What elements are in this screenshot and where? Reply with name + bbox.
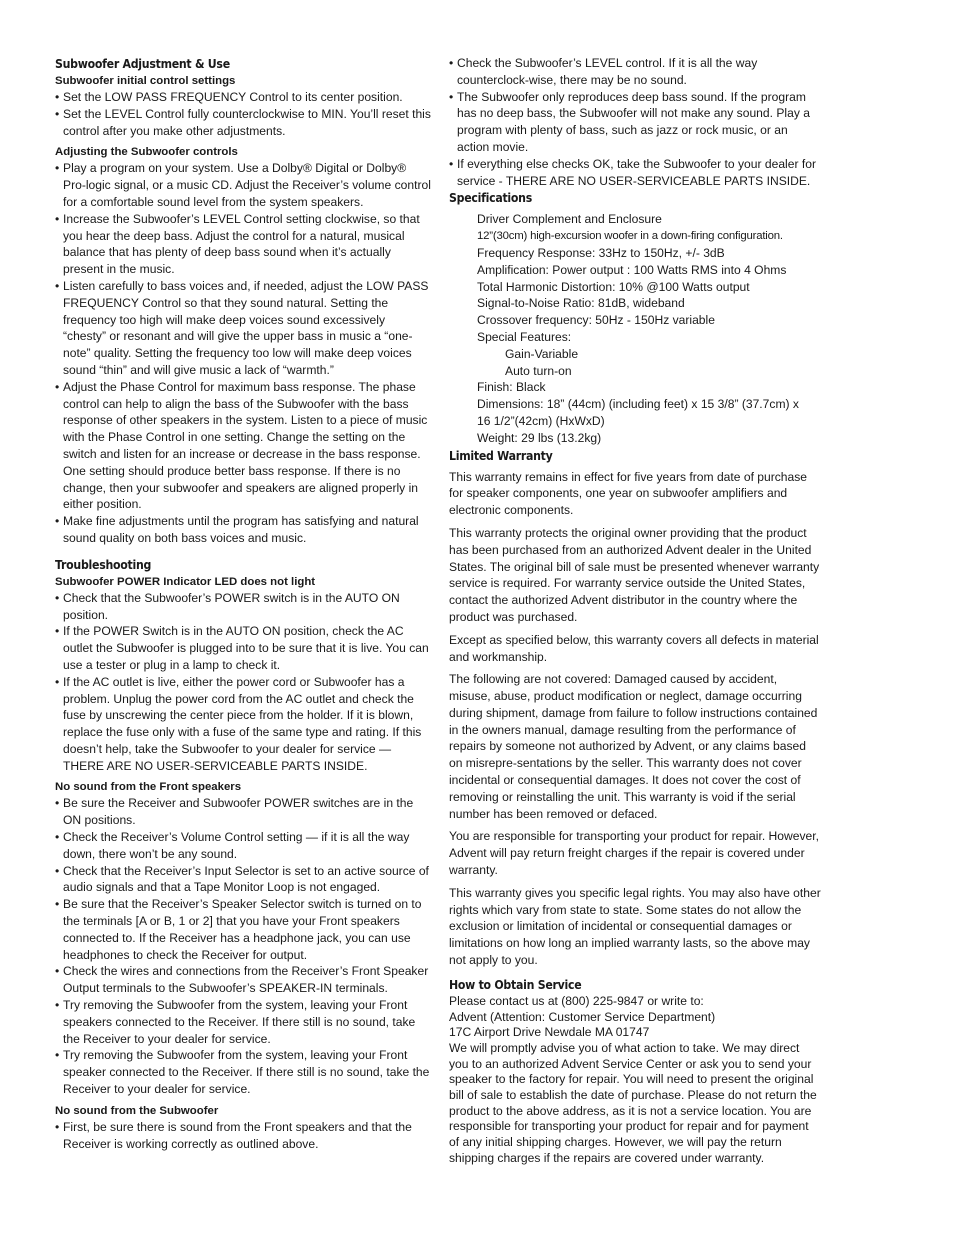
service-block xyxy=(449,994,821,1167)
list-item: • If the POWER Switch is in the AUTO ON position, check the AC outlet the Subwoofer is plugged into to be sure that it is live. You can use a tester or plug in a lamp to check it. xyxy=(55,623,431,673)
warranty-paragraph: This warranty gives you specific legal rights. You may also have other rights which vary from state to state. Some states do not allow the exclusion or limitation of incidental or consequential damages or limitations on how long an implied warranty lasts, so the above may not apply to you. xyxy=(449,885,821,968)
left-column xyxy=(55,55,431,1152)
power-led-list xyxy=(55,590,431,775)
list-item: • Check the Receiver’s Volume Control setting — if it is all the way down, there won’t be any sound. xyxy=(55,829,431,863)
warranty-paragraph: You are responsible for transporting your product for repair. However, Advent will pay return freight charges if the repair is covered under warranty. xyxy=(449,829,819,878)
spec-line: 12”(30cm) high-excursion woofer in a down-firing configuration. xyxy=(477,230,783,243)
list-item: • Adjust the Phase Control for maximum bass response. The phase control can help to align the bass of the Subwoofer with the bass response of other speakers in the system. Listen to a piece of music with the Phase Control in one setting. Change the setting on the switch and listen for an increase or decrease in the bass response. One setting should produce better bass response. If there is no change, then your subwoofer and speakers are aligned properly in either position. xyxy=(55,379,431,513)
list-item: • If everything else checks OK, take the Subwoofer to your dealer for service - THERE ARE NO USER-SERVICEABLE PARTS INSIDE. xyxy=(449,156,821,190)
subwoofer-checks-list xyxy=(449,55,821,189)
spec-feature: Auto turn-on xyxy=(505,363,572,378)
list-item: • If the AC outlet is live, either the power cord or Subwoofer has a problem. Unplug the power cord from the AC outlet and check the fuse by unscrewing the center piece from the holder. If it is blown, replace the fuse only with a fuse of the same type and rating. If this doesn’t help, take the Subwoofer to your dealer for service — THERE ARE NO USER-SERVICEABLE PARTS INSIDE. xyxy=(55,674,431,775)
warranty-paragraph: The following are not covered: Damaged caused by accident, misuse, abuse, product modification or neglect, damage occurring during shipment, damage from failure to follow instructions contained in the owners manual, damage resulting from the performance of repairs by someone not authorized by Advent, or any claims based on misrepre-sentations by the seller. This warranty does not cover incidental or consequential damages. It does not cover the cost of removing or reinstalling the unit. This warranty is void if the serial number has been removed or defaced. xyxy=(449,672,818,821)
section-heading-service: How to Obtain Service xyxy=(449,977,582,992)
spec-line: Driver Complement and Enclosure xyxy=(477,212,662,227)
subheading-adjusting-controls: Adjusting the Subwoofer controls xyxy=(55,146,238,159)
list-item: • Check that the Subwoofer’s POWER switch is in the AUTO ON position. xyxy=(55,590,431,624)
right-column xyxy=(449,55,821,1167)
list-item: • Try removing the Subwoofer from the system, leaving your Front speaker connected to the Receiver. If there still is no sound, take the Receiver to your dealer for service. xyxy=(55,1047,431,1097)
service-line: Advent (Attention: Customer Service Department) xyxy=(449,1009,716,1024)
subheading-initial-settings: Subwoofer initial control settings xyxy=(55,75,236,87)
spec-line: Dimensions: 18” (44cm) (including feet) x 15 3/8” (37.7cm) x xyxy=(477,397,799,412)
initial-settings-list xyxy=(55,89,431,139)
list-item: • Increase the Subwoofer’s LEVEL Control setting clockwise, so that you hear the deep bass. Adjust the control for a natural, musical balance that has plenty of deep bass sound when it’s actually present in the music. xyxy=(55,211,431,278)
spec-line: Special Features: xyxy=(477,329,572,344)
list-item: • Set the LEVEL Control fully counterclockwise to MIN. You’ll reset this control after you make other adjustments. xyxy=(55,106,431,140)
service-line: Please contact us at (800) 225-9847 or write to: xyxy=(449,993,704,1008)
spec-feature: Gain-Variable xyxy=(505,346,579,361)
warranty-paragraph: Except as specified below, this warranty covers all defects in material and workmanship. xyxy=(449,632,819,664)
subheading-no-sound-subwoofer: No sound from the Subwoofer xyxy=(55,1104,219,1117)
subheading-power-led: Subwoofer POWER Indicator LED does not light xyxy=(55,575,316,588)
service-address: 17C Airport Drive Newdale MA 01747 xyxy=(449,1025,650,1040)
no-sound-subwoofer-list xyxy=(55,1119,431,1153)
list-item: • Be sure the Receiver and Subwoofer POWER switches are in the ON positions. xyxy=(55,795,431,829)
spec-line: Finish: Black xyxy=(477,380,546,395)
no-sound-front-list xyxy=(55,795,431,1097)
list-item: • Try removing the Subwoofer from the system, leaving your Front speakers connected to the Receiver. If there still is no sound, take the Receiver to your dealer for service. xyxy=(55,997,431,1047)
service-paragraph: We will promptly advise you of what action to take. We may direct you to an authorized Advent Service Center or ask you to send your speaker to the factory for repair. You will need to present the original bill of sale to establish the date of purchase. Please do not return the product to the above address, as it is not a service location. You are responsible for transporting your product for repair and for payment of any initial shipping charges. However, we will pay the return shipping charges if the repairs are covered under warranty. xyxy=(449,1040,817,1165)
warranty-paragraph: This warranty remains in effect for five years from date of purchase for speaker components, one year on subwoofer amplifiers and electronic components. xyxy=(449,469,808,518)
spec-line: Total Harmonic Distortion: 10% @100 Watts output xyxy=(477,279,750,294)
adjusting-controls-list xyxy=(55,160,431,546)
spec-line: Frequency Response: 33Hz to 150Hz, +/- 3dB xyxy=(477,245,725,260)
list-item: • Set the LOW PASS FREQUENCY Control to its center position. xyxy=(55,89,431,106)
section-heading-warranty: Limited Warranty xyxy=(449,448,553,463)
spec-line: Crossover frequency: 50Hz - 150Hz variable xyxy=(477,313,715,328)
list-item: • Make fine adjustments until the program has satisfying and natural sound quality on both bass voices and music. xyxy=(55,513,431,547)
list-item: • First, be sure there is sound from the Front speakers and that the Receiver is working correctly as outlined above. xyxy=(55,1119,431,1153)
section-heading-adjustment: Subwoofer Adjustment & Use xyxy=(55,57,230,71)
list-item: • Check the Subwoofer’s LEVEL control. If it is all the way counterclock-wise, there may be no sound. xyxy=(449,55,821,89)
subheading-no-sound-front: No sound from the Front speakers xyxy=(55,781,242,794)
spec-line: 16 1/2”(42cm) (HxWxD) xyxy=(477,413,605,428)
section-heading-troubleshooting: Troubleshooting xyxy=(55,557,152,572)
spec-line: Amplification: Power output : 100 Watts RMS into 4 Ohms xyxy=(477,262,787,277)
list-item: • Check the wires and connections from the Receiver’s Front Speaker Output terminals to the Subwoofer’s SPEAKER-IN terminals. xyxy=(55,963,431,997)
spec-line: Signal-to-Noise Ratio: 81dB, wideband xyxy=(477,296,685,311)
warranty-block xyxy=(449,469,821,969)
list-item: • The Subwoofer only reproduces deep bass sound. If the program has no deep bass, the Subwoofer will not make any sound. Play a program with plenty of bass, such as jazz or rock music, or an action movie. xyxy=(449,89,821,156)
list-item: • Play a program on your system. Use a Dolby® Digital or Dolby® Pro-logic signal, or a music CD. Adjust the Receiver’s volume control for a comfortable sound level from the system speakers. xyxy=(55,160,431,210)
list-item: • Check that the Receiver’s Input Selector is set to an active source of audio signals and that a Tape Monitor Loop is not engaged. xyxy=(55,863,431,897)
warranty-paragraph: This warranty protects the original owner providing that the product has been purchased from an authorized Advent dealer in the United States. The original bill of sale must be presented whenever warranty service is required. For warranty service outside the United States, contact the authorized Advent distributor in the country where the product was purchased. xyxy=(449,525,820,624)
list-item: • Listen carefully to bass voices and, if needed, adjust the LOW PASS FREQUENCY Control so that they sound natural. Setting the frequency too high will make deep voices sound excessively “chesty” or resonant and will give the upper bass in music a “one-note” quality. Setting the frequency too low will make deep voices sound “thin” and will give music a lack of “warmth.” xyxy=(55,278,431,379)
list-item: • Be sure that the Receiver’s Speaker Selector switch is turned on to the terminals [A or B, 1 or 2] that you have your Front speakers connected to. If the Receiver has a headphone jack, you can use headphones to check the Receiver for output. xyxy=(55,896,431,963)
specifications-block xyxy=(449,211,821,446)
spec-line: Weight: 29 lbs (13.2kg) xyxy=(477,430,602,445)
section-heading-specifications: Specifications xyxy=(449,191,532,206)
